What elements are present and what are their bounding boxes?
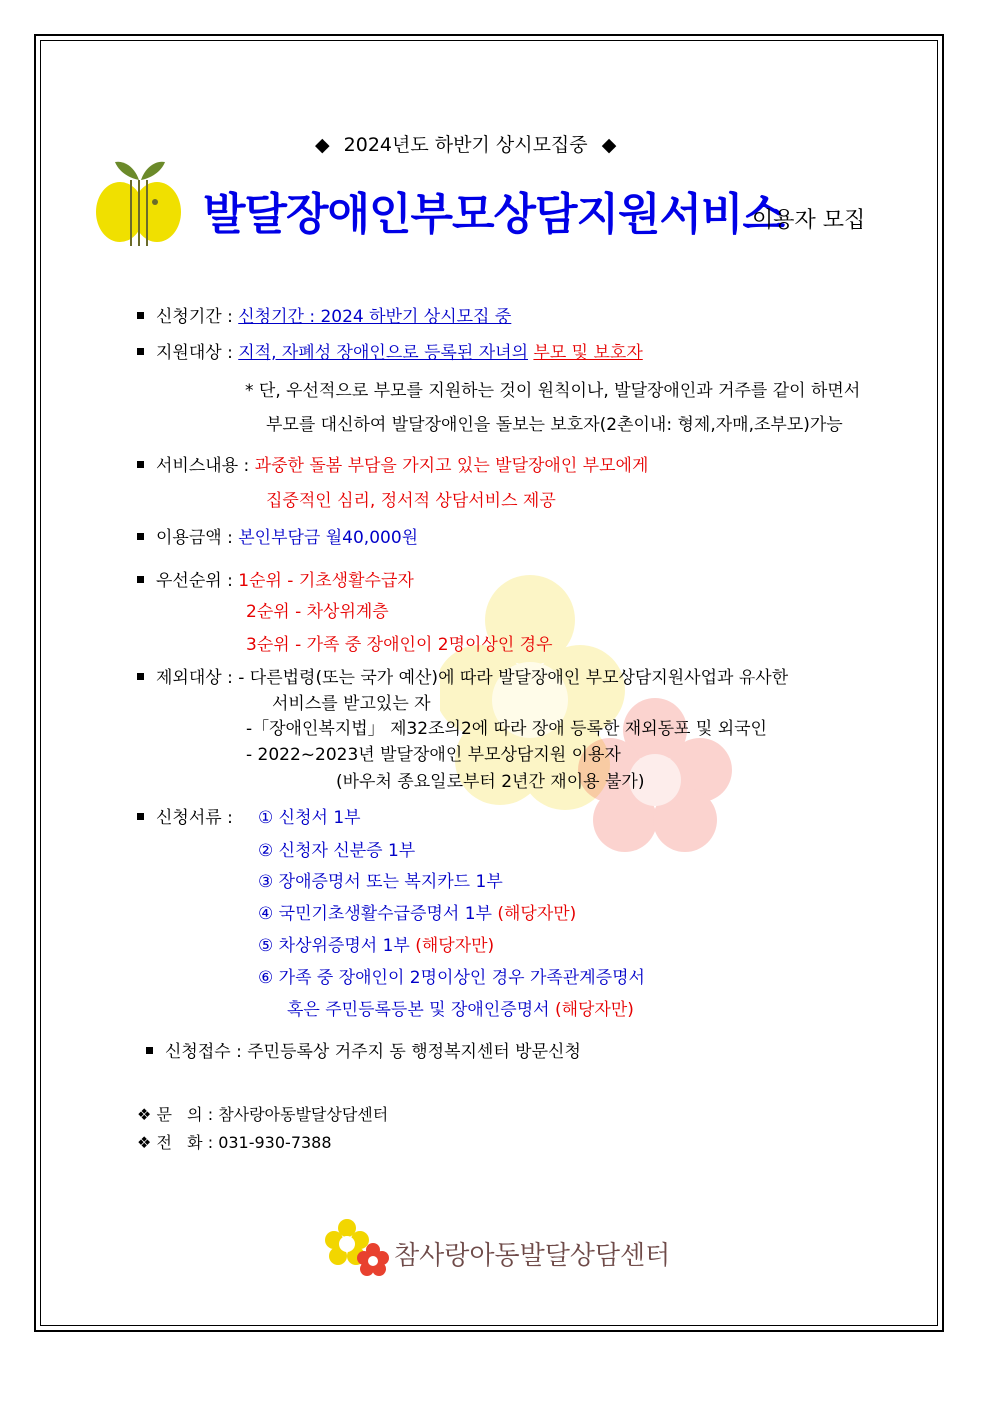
diamond-right-icon: ◆: [601, 134, 617, 156]
document-5: [258, 935, 494, 957]
square-bullet-icon: [137, 461, 144, 468]
target-note-line2: 부모를 대신하여 발달장애인을 돌보는 보호자(2촌이내: 형제,자매,조부모)가능: [266, 415, 843, 435]
exclusion-line1: - 다른법령(또는 국가 예산)에 따라 발달장애인 부모상담지원사업과 유사한: [238, 668, 789, 688]
documents-row: [137, 807, 233, 829]
document-5-note: (해당자만): [415, 936, 495, 956]
service-line1: 과중한 돌봄 부담을 가지고 있는 발달장애인 부모에게: [254, 456, 649, 476]
subtitle-text: 2024년도 하반기 상시모집중: [343, 134, 588, 156]
target-value-red: 부모 및 보호자: [533, 343, 643, 363]
document-4: [258, 903, 576, 925]
square-bullet-icon: [137, 348, 144, 355]
service-row: [137, 455, 648, 477]
exclusion-line3: -「장애인복지법」 제32조의2에 따라 장애 등록한 재외동포 및 외국인: [246, 719, 767, 739]
phone-label: 전 화 :: [156, 1133, 214, 1152]
exclusion-line2: 서비스를 받고있는 자: [272, 694, 431, 714]
reception-label: 신청접수 :: [165, 1042, 242, 1062]
document-2: ② 신청자 신분증 1부: [258, 841, 416, 861]
square-bullet-icon: [137, 312, 144, 319]
target-value-blue: 지적, 자폐성 장애인으로 등록된 자녀의: [238, 343, 529, 363]
service-line2: 집중적인 심리, 정서적 상담서비스 제공: [266, 491, 556, 511]
exclusion-row: [137, 667, 788, 689]
square-bullet-icon: [137, 576, 144, 583]
fee-row: [137, 527, 418, 549]
document-3: ③ 장애증명서 또는 복지카드 1부: [258, 872, 503, 892]
priority-line-2: 2순위 - 차상위계층: [246, 602, 389, 622]
document-5-text: ⑤ 차상위증명서 1부: [258, 936, 410, 956]
target-row: [137, 342, 643, 364]
diamond-left-icon: ◆: [315, 134, 330, 156]
title-suffix: 이용자 모집: [752, 208, 866, 233]
main-title: 발달장애인부모상담지원서비스: [203, 189, 785, 240]
document-6-line1: ⑥ 가족 중 장애인이 2명이상인 경우 가족관계증명서: [258, 968, 645, 988]
square-bullet-icon: [146, 1047, 153, 1054]
exclusion-label: 제외대상 :: [156, 668, 233, 688]
period-value: 신청기간 : 2024 하반기 상시모집 중: [238, 307, 512, 327]
document-6-line2: [287, 999, 634, 1021]
diamond-bullet-icon: ❖: [137, 1133, 152, 1152]
period-row: [137, 306, 511, 328]
target-label: 지원대상 :: [156, 343, 233, 363]
reception-row: [146, 1041, 581, 1063]
diamond-bullet-icon: ❖: [137, 1105, 152, 1124]
inquiry-value: 참사랑아동발달상담센터: [218, 1105, 389, 1124]
priority-label: 우선순위 :: [156, 571, 233, 591]
priority-line-1: 1순위 - 기초생활수급자: [238, 571, 414, 591]
documents-label: 신청서류 :: [156, 808, 233, 828]
exclusion-line5: (바우처 종요일로부터 2년간 재이용 불가): [336, 772, 645, 792]
phone-value: 031-930-7388: [218, 1133, 332, 1152]
fee-label: 이용금액 :: [156, 528, 233, 548]
square-bullet-icon: [137, 813, 144, 820]
document-4-text: ④ 국민기초생활수급증명서 1부: [258, 904, 492, 924]
square-bullet-icon: [137, 673, 144, 680]
document-4-note: (해당자만): [497, 904, 577, 924]
fee-value: 본인부담금 월40,000원: [238, 528, 419, 548]
target-note-line1: * 단, 우선적으로 부모를 지원하는 것이 원칙이나, 발달장애인과 거주를 같이 하면서: [245, 381, 861, 401]
exclusion-line4: - 2022~2023년 발달장애인 부모상담지원 이용자: [246, 745, 621, 765]
center-name-logo: 참사랑아동발달상담센터: [394, 1241, 671, 1271]
center-flower-logo-icon: [323, 1218, 391, 1276]
inquiry-label: 문 의 :: [156, 1105, 214, 1124]
priority-line-3: 3순위 - 가족 중 장애인이 2명이상인 경우: [246, 635, 553, 655]
period-label: 신청기간 :: [156, 307, 233, 327]
service-label: 서비스내용 :: [156, 456, 250, 476]
inquiry-row: [137, 1102, 388, 1125]
document-6-text: 혹은 주민등록등본 및 장애인증명서: [287, 1000, 550, 1020]
square-bullet-icon: [137, 533, 144, 540]
phone-row: [137, 1130, 332, 1153]
reception-value: 주민등록상 거주지 동 행정복지센터 방문신청: [247, 1042, 581, 1062]
document-6-note: (해당자만): [554, 1000, 634, 1020]
bee-logo-icon: [95, 150, 185, 250]
priority-row: [137, 570, 414, 592]
recruit-subtitle: [315, 130, 616, 157]
document-1: ① 신청서 1부: [258, 808, 361, 828]
